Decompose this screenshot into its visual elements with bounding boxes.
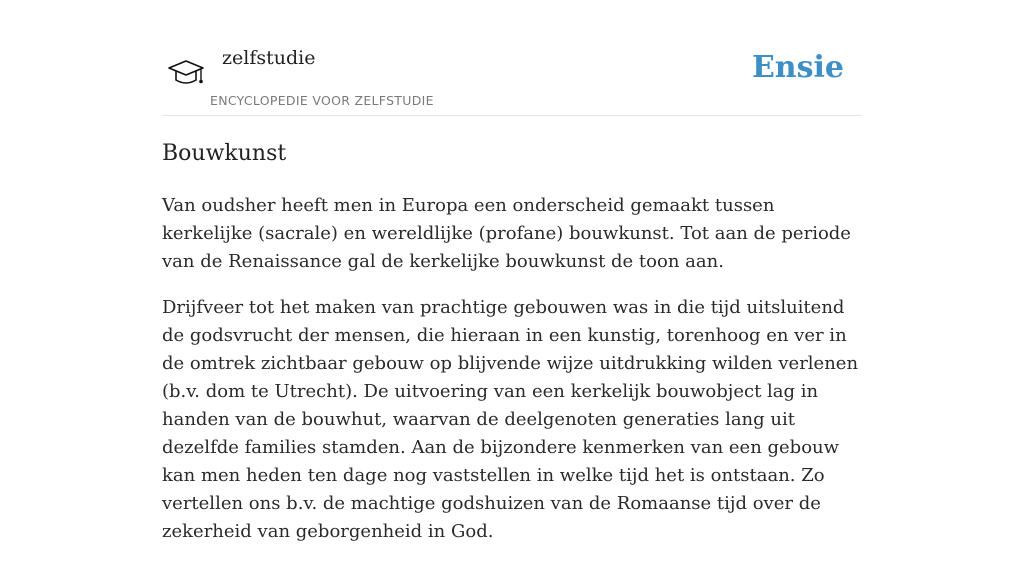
article-paragraph-2: Drijfveer tot het maken van prachtige gebouwen was in die tijd uitsluitend de godsvrucht der mensen, die hieraan in een kunstig, torenhoog en ver in de omtrek zichtbaar gebouw op blijvende wijze uitdrukking wilden verlenen (b.v. dom te Utrecht). De uitvoering van een kerkelijk bouwobject lag in handen van de bouwhut, waarvan de deelgenoten generaties lang uit dezelfde families stamden. Aan de bijzondere kenmerken van een gebouw kan men heden ten dage nog vaststellen in welke tijd het is ontstaan. Zo vertellen ons b.v. de machtige godshuizen van de Romaanse tijd over de zekerheid van geborgenheid in God. — [162, 297, 859, 542]
site-tagline: ENCYCLOPEDIE VOOR ZELFSTUDIE — [210, 93, 434, 108]
ensie-brand-link[interactable]: Ensie — [751, 50, 844, 85]
site-header — [162, 0, 862, 116]
article-body — [162, 192, 862, 564]
content-container — [162, 0, 862, 542]
article-paragraph-1: Van oudsher heeft men in Europa een onderscheid gemaakt tussen kerkelijke (sacrale) en wereldlijke (profane) bouwkunst. Tot aan de periode van de Renaissance gal de kerkelijke bouwkunst de toon aan. — [162, 195, 851, 272]
site-name-link[interactable]: zelfstudie — [222, 47, 316, 69]
graduation-cap-icon[interactable] — [166, 56, 206, 90]
article-title: Bouwkunst — [162, 141, 287, 166]
